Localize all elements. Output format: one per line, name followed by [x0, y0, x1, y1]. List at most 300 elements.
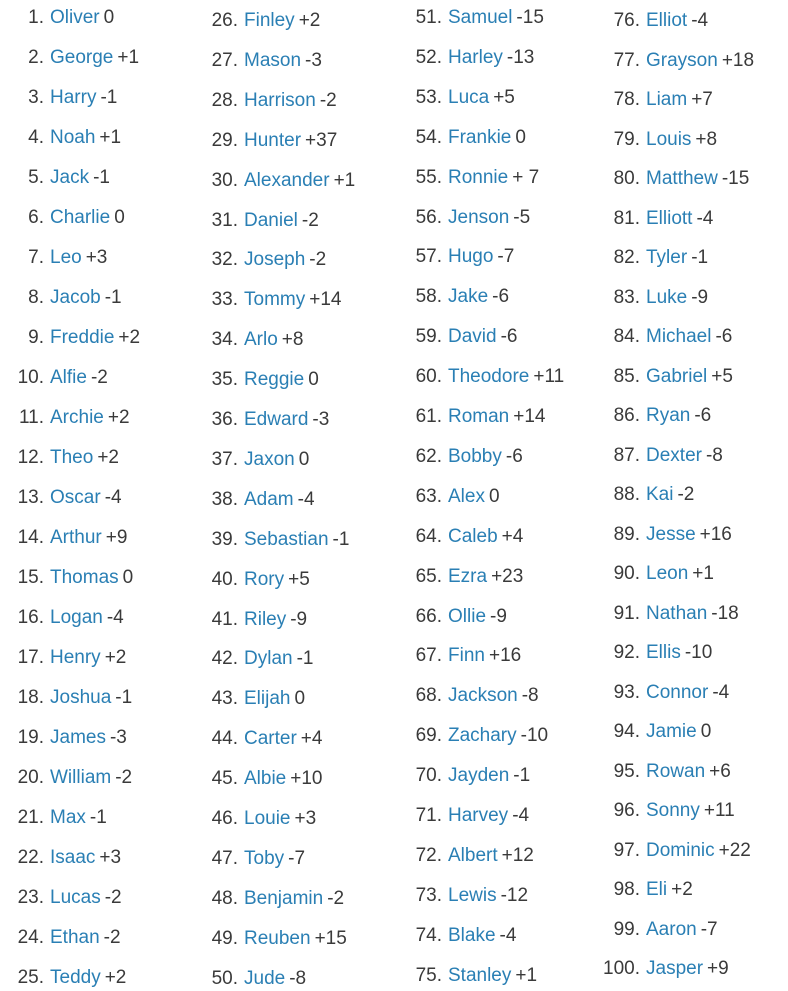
rank-number: 81. [613, 207, 640, 229]
rank-number: 62. [415, 445, 442, 467]
rank-number: 30. [211, 169, 238, 191]
name-entry [0, 286, 122, 310]
rank-change: +1 [692, 563, 714, 584]
rank-change: +5 [493, 86, 515, 108]
rank-change: 0 [308, 369, 319, 391]
baby-name: Liam [646, 89, 688, 110]
rank-change: -10 [684, 642, 713, 663]
baby-name: Dominic [646, 839, 715, 861]
rank-number: 87. [613, 444, 640, 466]
rank-number: 24. [17, 927, 44, 948]
baby-name: Daniel [244, 209, 298, 231]
rank-number: 100. [603, 958, 640, 979]
name-entry [0, 46, 139, 70]
rank-number: 21. [17, 807, 44, 828]
baby-name: Rory [244, 568, 285, 590]
baby-name: Reggie [244, 369, 305, 391]
rank-number: 61. [415, 406, 442, 427]
name-entry [404, 605, 507, 629]
rank-number: 88. [613, 484, 640, 505]
name-entry [598, 681, 729, 705]
rank-change: +2 [104, 647, 127, 668]
rank-change: -7 [288, 847, 306, 869]
rank-change: -9 [290, 608, 308, 630]
rank-change: -4 [512, 805, 530, 826]
name-entry [404, 285, 509, 309]
baby-name: Charlie [50, 207, 111, 228]
rank-change: +11 [703, 800, 735, 821]
rank-change: 0 [122, 567, 134, 588]
rank-number: 57. [415, 246, 442, 268]
rank-change: +3 [99, 847, 122, 868]
rank-number: 50. [211, 967, 238, 989]
baby-name: Blake [448, 924, 496, 946]
rank-change: -3 [305, 49, 322, 71]
name-entry [200, 488, 315, 512]
rank-number: 83. [613, 286, 640, 308]
baby-name: Jaxon [244, 448, 295, 470]
rank-change: +7 [691, 89, 713, 110]
name-entry [200, 248, 326, 272]
name-entry [0, 246, 107, 270]
baby-name: Jasper [646, 958, 704, 979]
baby-name: Finn [448, 645, 485, 667]
rank-number: 95. [613, 760, 640, 782]
rank-number: 60. [415, 366, 442, 388]
rank-number: 97. [613, 839, 640, 861]
rank-number: 94. [613, 721, 640, 742]
rank-number: 51. [415, 7, 442, 28]
rank-number: 25. [17, 967, 44, 988]
name-entry [598, 602, 739, 626]
baby-name: Harvey [448, 805, 509, 826]
baby-name: Gabriel [646, 365, 708, 387]
rank-number: 41. [211, 608, 238, 630]
name-entry [200, 448, 309, 472]
rank-number: 19. [17, 727, 44, 748]
rank-number: 3. [28, 87, 44, 108]
baby-name: Hugo [448, 246, 494, 268]
rank-number: 42. [211, 648, 238, 670]
name-entry [0, 886, 122, 910]
baby-name: Alexander [244, 169, 330, 191]
rank-change: +5 [288, 568, 310, 590]
rank-change: -9 [490, 605, 507, 627]
name-entry [200, 169, 355, 193]
baby-name: Michael [646, 326, 712, 347]
rank-number: 23. [17, 887, 44, 908]
name-entry [404, 46, 534, 70]
rank-number: 55. [415, 166, 442, 188]
rank-change: 0 [294, 688, 306, 710]
rank-change: +1 [333, 169, 356, 191]
baby-name: Reuben [244, 927, 311, 949]
name-entry [200, 528, 349, 552]
name-entry [598, 483, 694, 507]
rank-change: 0 [488, 485, 500, 507]
rank-number: 44. [211, 728, 238, 750]
name-entry [598, 246, 708, 270]
name-entry [598, 9, 708, 33]
baby-name: Kai [646, 484, 674, 505]
rank-number: 77. [613, 49, 640, 71]
rank-number: 58. [415, 286, 442, 308]
baby-name: Samuel [448, 7, 513, 28]
name-entry [598, 523, 732, 547]
rank-change: +12 [501, 844, 534, 866]
rank-change: -10 [520, 725, 549, 747]
name-entry [0, 526, 127, 550]
baby-name: Ronnie [448, 166, 509, 188]
name-entry [0, 406, 130, 430]
name-entry [404, 405, 545, 429]
name-entry [0, 166, 110, 190]
rank-change: -1 [691, 247, 709, 268]
baby-name: Harry [50, 87, 97, 108]
rank-change: -1 [296, 648, 314, 670]
baby-name: Finley [244, 10, 295, 31]
baby-name: Sonny [646, 800, 700, 821]
rank-change: 0 [515, 126, 526, 148]
rank-number: 56. [415, 206, 442, 228]
baby-name: Jesse [646, 523, 696, 545]
rank-change: -8 [705, 444, 723, 466]
rank-change: +3 [85, 247, 108, 268]
baby-name: Carter [244, 728, 297, 750]
rank-change: +3 [294, 808, 317, 829]
rank-number: 28. [211, 89, 238, 111]
baby-name: Arthur [50, 527, 102, 548]
baby-name: Tyler [646, 247, 688, 268]
baby-name: Leo [50, 247, 82, 268]
rank-number: 14. [17, 527, 44, 548]
rank-number: 89. [613, 523, 640, 545]
baby-name: Edward [244, 409, 309, 430]
rank-number: 5. [28, 167, 44, 188]
baby-name: Frankie [448, 126, 512, 148]
rank-change: -2 [103, 927, 121, 948]
baby-name: Harley [448, 46, 503, 68]
rank-number: 84. [613, 326, 640, 347]
rank-change: -7 [497, 246, 515, 268]
rank-number: 67. [415, 645, 442, 667]
baby-name: Theo [50, 447, 94, 468]
rank-number: 64. [415, 525, 442, 547]
baby-name: Dexter [646, 444, 702, 466]
rank-change: -18 [711, 602, 739, 624]
rank-number: 33. [211, 289, 238, 311]
rank-change: -2 [115, 767, 133, 788]
rank-number: 76. [613, 10, 640, 31]
baby-name: Jake [448, 286, 489, 308]
rank-change: -4 [499, 924, 517, 946]
baby-name: Benjamin [244, 887, 324, 909]
baby-name: Elliott [646, 207, 693, 229]
rank-number: 35. [211, 369, 238, 391]
rank-number: 1. [28, 7, 44, 28]
baby-name: Adam [244, 488, 294, 510]
rank-change: -15 [516, 7, 544, 28]
baby-name: Connor [646, 681, 709, 703]
rank-change: -3 [312, 409, 330, 430]
name-entry [200, 767, 322, 791]
baby-name: Luke [646, 286, 688, 308]
rank-change: +15 [314, 927, 347, 949]
rank-number: 8. [28, 287, 44, 308]
rank-change: +10 [290, 768, 323, 790]
rank-change: +2 [118, 327, 141, 348]
rank-change: +4 [501, 525, 524, 547]
name-entry [598, 49, 754, 73]
name-entry [0, 126, 121, 150]
baby-name: Ollie [448, 605, 487, 627]
baby-name: Albert [448, 844, 498, 866]
name-entry [598, 365, 733, 389]
rank-number: 54. [415, 126, 442, 148]
name-entry [200, 608, 307, 632]
name-entry [598, 918, 718, 942]
rank-change: +16 [488, 645, 522, 667]
name-entry [404, 804, 529, 828]
rank-number: 34. [211, 329, 238, 351]
rank-number: 48. [211, 887, 238, 909]
rank-change: +4 [300, 728, 323, 750]
rank-number: 71. [415, 805, 442, 826]
name-entry [404, 565, 523, 589]
rank-change: -2 [677, 484, 695, 505]
rank-number: 70. [415, 765, 442, 787]
rank-number: 6. [28, 207, 44, 228]
rank-change: 0 [103, 7, 115, 28]
rank-number: 52. [415, 46, 442, 68]
name-entry [404, 964, 537, 988]
rank-number: 7. [28, 247, 44, 268]
name-entry [598, 720, 711, 744]
name-entry [0, 86, 117, 110]
name-entry [200, 887, 344, 911]
rank-change: +2 [671, 879, 693, 900]
baby-name: Zachary [448, 725, 517, 747]
baby-name: Ezra [448, 565, 488, 587]
name-entry [404, 126, 526, 150]
baby-name: George [50, 47, 114, 68]
rank-number: 92. [613, 642, 640, 663]
rank-change: -5 [513, 206, 531, 228]
baby-name: Noah [50, 127, 96, 148]
rank-change: -4 [297, 488, 315, 510]
rank-change: +22 [718, 839, 751, 861]
baby-name: Bobby [448, 445, 502, 467]
rank-change: -2 [327, 887, 345, 909]
rank-change: +2 [97, 447, 119, 468]
baby-name: Harrison [244, 89, 316, 111]
rank-number: 2. [28, 47, 44, 68]
rank-change: -4 [106, 607, 124, 628]
name-entry [598, 88, 713, 112]
rank-number: 29. [211, 129, 238, 151]
baby-name: Oliver [50, 7, 100, 28]
rank-change: -1 [93, 167, 110, 188]
name-entry [0, 926, 121, 950]
rank-change: +1 [515, 964, 538, 986]
rank-number: 68. [415, 685, 442, 707]
baby-name: Matthew [646, 168, 718, 189]
rank-change: -1 [104, 287, 122, 308]
name-entry [598, 641, 712, 665]
baby-name: Mason [244, 49, 302, 71]
rank-number: 17. [17, 647, 44, 668]
rank-number: 72. [415, 844, 442, 866]
rank-number: 75. [415, 964, 442, 986]
rank-number: 47. [211, 847, 238, 869]
baby-name: Albie [244, 768, 287, 790]
name-entry [404, 924, 516, 948]
name-entry [200, 807, 316, 831]
name-entry [200, 967, 306, 991]
rank-number: 16. [17, 607, 44, 628]
name-entry [200, 927, 347, 951]
rank-change: -6 [694, 405, 712, 426]
name-entry [404, 724, 548, 748]
baby-name: Jackson [448, 685, 518, 707]
rank-change: +37 [305, 129, 338, 151]
baby-name: Jack [50, 167, 90, 188]
baby-name: Leon [646, 563, 689, 584]
rank-number: 4. [28, 127, 44, 148]
rank-change: -6 [500, 326, 518, 348]
rank-change: +6 [709, 760, 731, 782]
rank-change: +14 [513, 406, 546, 427]
baby-name: David [448, 326, 497, 348]
baby-name: Tommy [244, 289, 306, 311]
rank-number: 13. [17, 487, 44, 508]
name-entry [404, 445, 523, 469]
name-entry [598, 839, 751, 863]
baby-name: Joshua [50, 687, 112, 708]
rank-number: 36. [211, 409, 238, 430]
name-entry [598, 167, 749, 191]
rank-change: + 7 [512, 166, 540, 188]
rank-number: 79. [613, 128, 640, 150]
baby-name: Stanley [448, 964, 512, 986]
rank-change: -2 [309, 249, 327, 271]
baby-name: Elliot [646, 10, 688, 31]
name-entry [404, 485, 500, 509]
rank-number: 49. [211, 927, 238, 949]
rank-change: +18 [721, 49, 755, 71]
rank-number: 12. [17, 447, 44, 468]
name-entry [598, 799, 735, 823]
rank-number: 85. [613, 365, 640, 387]
baby-name: Lucas [50, 887, 101, 908]
rank-number: 43. [211, 688, 238, 710]
rank-number: 22. [17, 847, 44, 868]
name-entry [0, 646, 126, 670]
rank-change: +16 [699, 523, 732, 545]
baby-name: Isaac [50, 847, 96, 868]
name-entry [0, 446, 119, 470]
name-entry [404, 6, 544, 30]
rank-change: -1 [513, 765, 531, 787]
rank-change: +11 [533, 366, 565, 388]
rank-change: +2 [107, 407, 130, 428]
baby-name: Jude [244, 967, 286, 989]
rank-number: 90. [613, 563, 640, 584]
rank-number: 53. [415, 86, 442, 108]
baby-name: Aaron [646, 918, 697, 940]
baby-name: Eli [646, 879, 668, 900]
rank-change: +8 [281, 329, 304, 351]
rank-change: -2 [319, 89, 337, 111]
rank-number: 15. [17, 567, 44, 588]
baby-name: Toby [244, 847, 285, 869]
baby-name: Henry [50, 647, 101, 668]
baby-name: Jacob [50, 287, 101, 308]
name-entry [404, 245, 514, 269]
rank-number: 78. [613, 89, 640, 110]
rank-change: -4 [104, 487, 122, 508]
rank-change: +1 [99, 127, 122, 148]
rank-change: +5 [711, 365, 733, 387]
baby-name: Alex [448, 485, 485, 507]
name-entry [200, 209, 319, 233]
baby-name: Joseph [244, 249, 306, 271]
baby-name: Thomas [50, 567, 119, 588]
name-entry [200, 49, 322, 73]
rank-number: 99. [613, 918, 640, 940]
rank-change: +9 [707, 958, 729, 979]
name-entry [0, 566, 133, 590]
baby-name: Roman [448, 406, 510, 427]
rank-change: -2 [90, 367, 108, 388]
rank-change: -13 [506, 46, 535, 68]
rank-number: 46. [211, 808, 238, 829]
rank-change: 0 [298, 448, 310, 470]
name-entry [0, 366, 108, 390]
name-entry [0, 206, 125, 230]
name-entry [598, 444, 723, 468]
name-entry [200, 328, 303, 352]
rank-change: -9 [691, 286, 709, 308]
rank-number: 26. [211, 10, 238, 31]
rank-number: 69. [415, 725, 442, 747]
rank-number: 59. [415, 326, 442, 348]
rank-number: 27. [211, 49, 238, 71]
name-entry [404, 844, 534, 868]
baby-name: Logan [50, 607, 103, 628]
baby-name: Ellis [646, 642, 681, 663]
name-entry [0, 686, 132, 710]
name-entry [200, 568, 310, 592]
name-entry [0, 606, 124, 630]
rank-change: -4 [696, 207, 714, 229]
name-entry [200, 368, 319, 392]
rank-number: 96. [613, 800, 640, 821]
baby-name: Teddy [50, 967, 101, 988]
name-entry [200, 408, 329, 432]
baby-name: Louis [646, 128, 692, 150]
rank-change: -2 [104, 887, 122, 908]
baby-name: Jayden [448, 765, 510, 787]
rank-number: 32. [211, 249, 238, 271]
name-entry [200, 129, 337, 153]
name-entry [404, 166, 539, 190]
baby-name: Jenson [448, 206, 510, 228]
name-entry [0, 326, 140, 350]
baby-name: Grayson [646, 49, 718, 71]
rank-change: +2 [298, 10, 321, 31]
rank-number: 11. [18, 407, 44, 428]
